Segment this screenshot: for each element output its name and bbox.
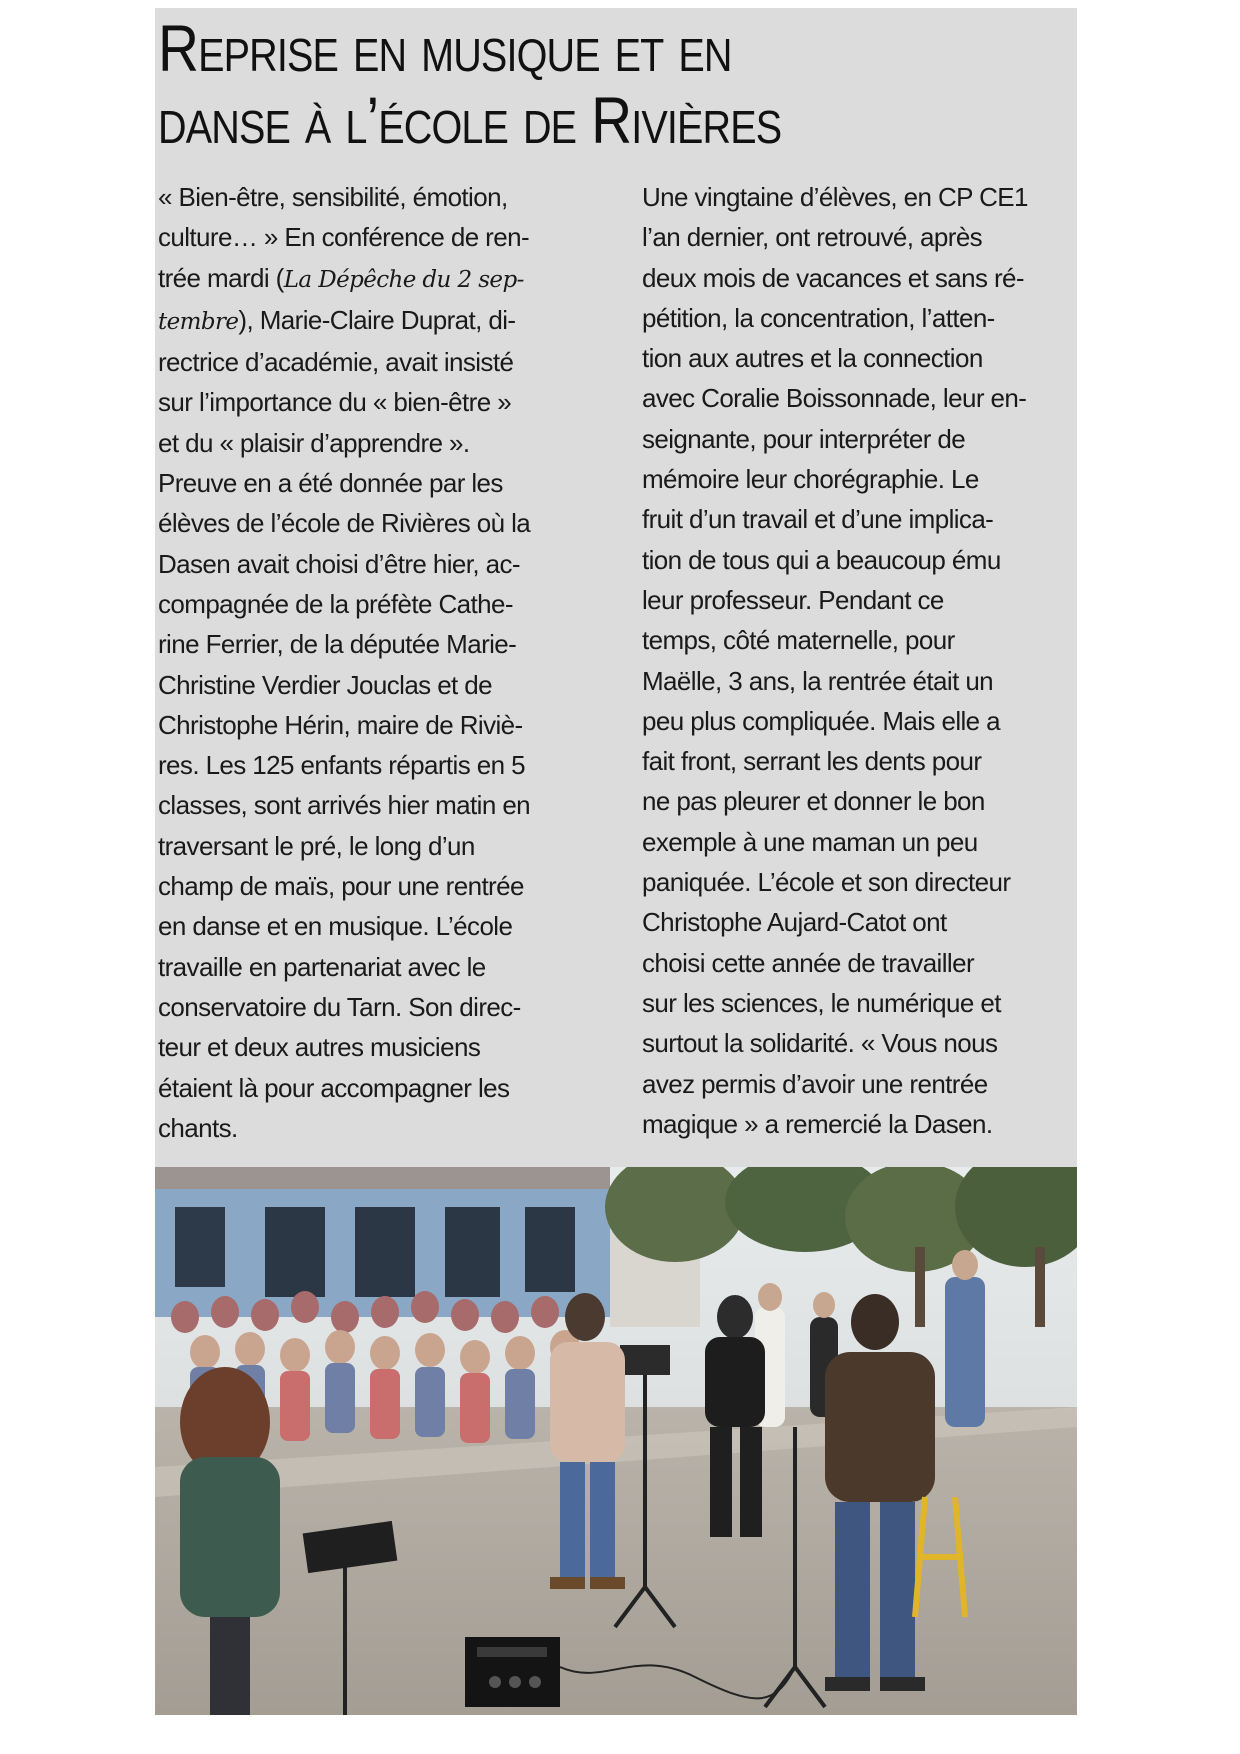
article-line-left (158, 503, 598, 543)
music-stand-sheet (620, 1345, 670, 1375)
article-line-right (642, 943, 1082, 983)
article-text: tion de tous qui a beaucoup ému (642, 544, 1001, 575)
article-text: choisi cette année de travailler (642, 947, 975, 978)
article-text: classes, sont arrivés hier matin en (158, 790, 531, 821)
article-line-right (642, 580, 1082, 620)
article-line-right (642, 419, 1082, 459)
article-line-right (642, 1104, 1082, 1144)
article-line-right (642, 338, 1082, 378)
article-text: Preuve en a été donnée par les (158, 468, 503, 499)
article-photo (155, 1167, 1077, 1715)
article-line-left (158, 866, 598, 906)
amplifier (465, 1637, 560, 1707)
article-line-right (642, 540, 1082, 580)
article-text: mémoire leur chorégraphie. Le (642, 464, 979, 495)
article-text: travaille en partenariat avec le (158, 951, 486, 982)
article-line-left (158, 382, 598, 422)
article-text: teur et deux autres musiciens (158, 1032, 481, 1063)
article-line-right (642, 177, 1082, 217)
article-line-left (158, 947, 598, 987)
schoolyard-concert-photo (155, 1167, 1077, 1715)
article-text: temps, côté maternelle, pour (642, 625, 955, 656)
article-line-right (642, 1023, 1082, 1063)
headline-line-1: Reprise en musique et en (158, 11, 732, 85)
article-column-left (158, 177, 598, 1148)
article-text: avec Coralie Boissonnade, leur en- (642, 383, 1027, 414)
article-line-left (158, 705, 598, 745)
article-line-right (642, 1064, 1082, 1104)
article-text: champ de maïs, pour une rentrée (158, 871, 524, 902)
article-text: élèves de l’école de Rivières où la (158, 508, 531, 539)
article-text: ), Marie-Claire Duprat, di- (238, 304, 516, 335)
article-text: Christophe Hérin, maire de Riviè- (158, 709, 523, 740)
headline (158, 12, 945, 156)
article-text: avez permis d’avoir une rentrée (642, 1068, 988, 1099)
article-text: rine Ferrier, de la députée Marie- (158, 629, 517, 660)
article-text: ne pas pleurer et donner le bon (642, 786, 985, 817)
article-line-right (642, 499, 1082, 539)
article-text: pétition, la concentration, l’atten- (642, 302, 995, 333)
article-line-left (158, 463, 598, 503)
article-text: Christophe Aujard-Catot ont (642, 907, 947, 938)
article-text: en danse et en musique. L’école (158, 911, 513, 942)
article-line-left (158, 258, 598, 300)
article-line-left (158, 785, 598, 825)
article-line-left (158, 987, 598, 1027)
article-line-left (158, 177, 598, 217)
article-line-left (158, 665, 598, 705)
article-line-left (158, 423, 598, 463)
article-line-right (642, 620, 1082, 660)
article-line-right (642, 217, 1082, 257)
article-text: traversant le pré, le long d’un (158, 830, 475, 861)
article-line-left (158, 1068, 598, 1108)
article-text: Christine Verdier Jouclas et de (158, 669, 493, 700)
article-text: peu plus compliquée. Mais elle a (642, 705, 1001, 736)
article-text: leur professeur. Pendant ce (642, 584, 944, 615)
article-line-left (158, 584, 598, 624)
article-text: magique » a remercié la Dasen. (642, 1108, 993, 1139)
article-line-right (642, 459, 1082, 499)
article-text: res. Les 125 enfants répartis en 5 (158, 750, 525, 781)
article-text: compagnée de la préfète Cathe- (158, 588, 513, 619)
article-line-right (642, 298, 1082, 338)
article-line-right (642, 902, 1082, 942)
article-text: seignante, pour interpréter de (642, 423, 966, 454)
article-line-right (642, 378, 1082, 418)
article-text: l’an dernier, ont retrouvé, après (642, 222, 983, 253)
article-column-right (642, 177, 1082, 1144)
article-text: conservatoire du Tarn. Son direc- (158, 991, 521, 1022)
article-citation-italic: tembre (158, 308, 239, 335)
article-text: rectrice d’académie, avait insisté (158, 347, 514, 378)
article-line-right (642, 701, 1082, 741)
article-text: culture… » En conférence de ren- (158, 222, 530, 253)
article-line-left (158, 826, 598, 866)
article-text: fruit d’un travail et d’une implica- (642, 504, 994, 535)
article-text: trée mardi ( (158, 262, 284, 293)
article-line-right (642, 781, 1082, 821)
article-line-left (158, 906, 598, 946)
article-text: surtout la solidarité. « Vous nous (642, 1028, 998, 1059)
article-text: tion aux autres et la connection (642, 343, 983, 374)
article-line-left (158, 745, 598, 785)
article-text: Dasen avait choisi d’être hier, ac- (158, 548, 520, 579)
article-line-right (642, 983, 1082, 1023)
article-line-left (158, 342, 598, 382)
article-text: et du « plaisir d’apprendre ». (158, 427, 470, 458)
article-text: paniquée. L’école et son directeur (642, 867, 1011, 898)
article-line-left (158, 300, 598, 342)
article-line-left (158, 1108, 598, 1148)
article-text: deux mois de vacances et sans ré- (642, 262, 1024, 293)
article-line-left (158, 624, 598, 664)
article-line-left (158, 1027, 598, 1067)
article-text: Maëlle, 3 ans, la rentrée était un (642, 665, 994, 696)
article-citation-italic: La Dépêche du 2 sep- (283, 266, 524, 293)
article-text: chants. (158, 1112, 238, 1143)
headline-line-2: danse à l’école de Rivières (158, 83, 782, 157)
article-line-left (158, 217, 598, 257)
article-text: fait front, serrant les dents pour (642, 746, 982, 777)
article-text: sur les sciences, le numérique et (642, 987, 1001, 1018)
article-text: Une vingtaine d’élèves, en CP CE1 (642, 182, 1028, 212)
article-text: étaient là pour accompagner les (158, 1072, 510, 1103)
article-line-right (642, 822, 1082, 862)
article-line-right (642, 862, 1082, 902)
article-line-left (158, 544, 598, 584)
article-text: « Bien-être, sensibilité, émotion, (158, 182, 508, 212)
article-text: exemple à une maman un peu (642, 826, 978, 857)
article-line-right (642, 741, 1082, 781)
article-text: sur l’importance du « bien-être » (158, 387, 512, 418)
article-line-right (642, 661, 1082, 701)
article-line-right (642, 258, 1082, 298)
